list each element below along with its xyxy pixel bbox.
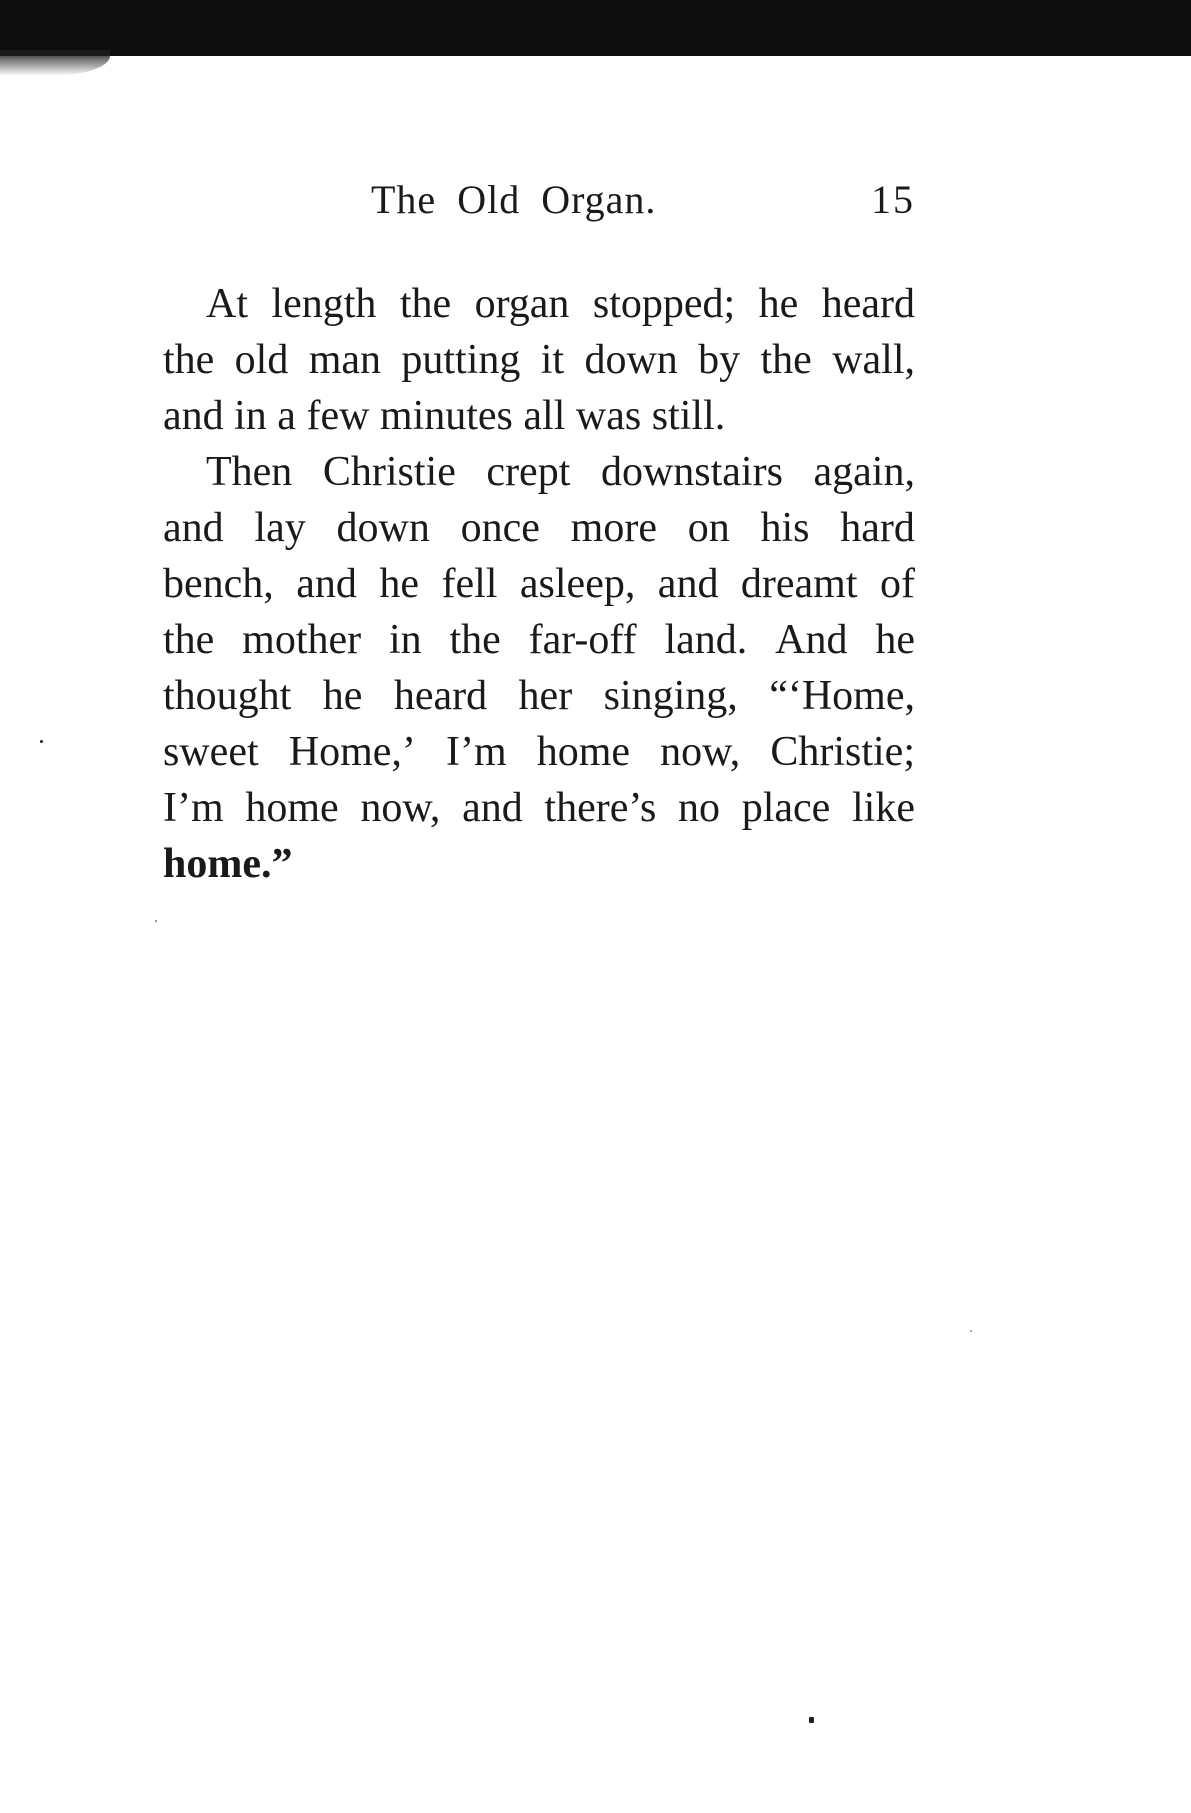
page-number: 15 [871, 177, 915, 222]
body-text [163, 276, 915, 892]
text-line: thought he heard her singing, “‘Home, [163, 673, 915, 719]
text-line: Then Christie crept downstairs again, [206, 449, 915, 495]
text-line: bench, and he fell asleep, and dreamt of [163, 561, 915, 607]
text-line: home.” [163, 841, 293, 887]
running-title: The Old Organ. [371, 177, 657, 222]
scan-edge-shadow [0, 0, 1191, 56]
scan-speck [970, 1330, 972, 1332]
text-line: sweet Home,’ I’m home now, Christie; [163, 729, 915, 775]
text-line: and in a few minutes all was still. [163, 393, 726, 439]
text-line: At length the organ stopped; he heard [206, 281, 915, 327]
scan-speck [809, 1717, 814, 1723]
text-line: the mother in the far-off land. And he [163, 617, 915, 663]
page-header [165, 176, 915, 226]
scan-speck [155, 920, 157, 922]
scan-speck [40, 740, 43, 743]
text-line: and lay down once more on his hard [163, 505, 915, 551]
text-line: I’m home now, and there’s no place like [163, 785, 915, 831]
text-line: the old man putting it down by the wall, [163, 337, 915, 383]
scan-smudge [0, 50, 110, 76]
